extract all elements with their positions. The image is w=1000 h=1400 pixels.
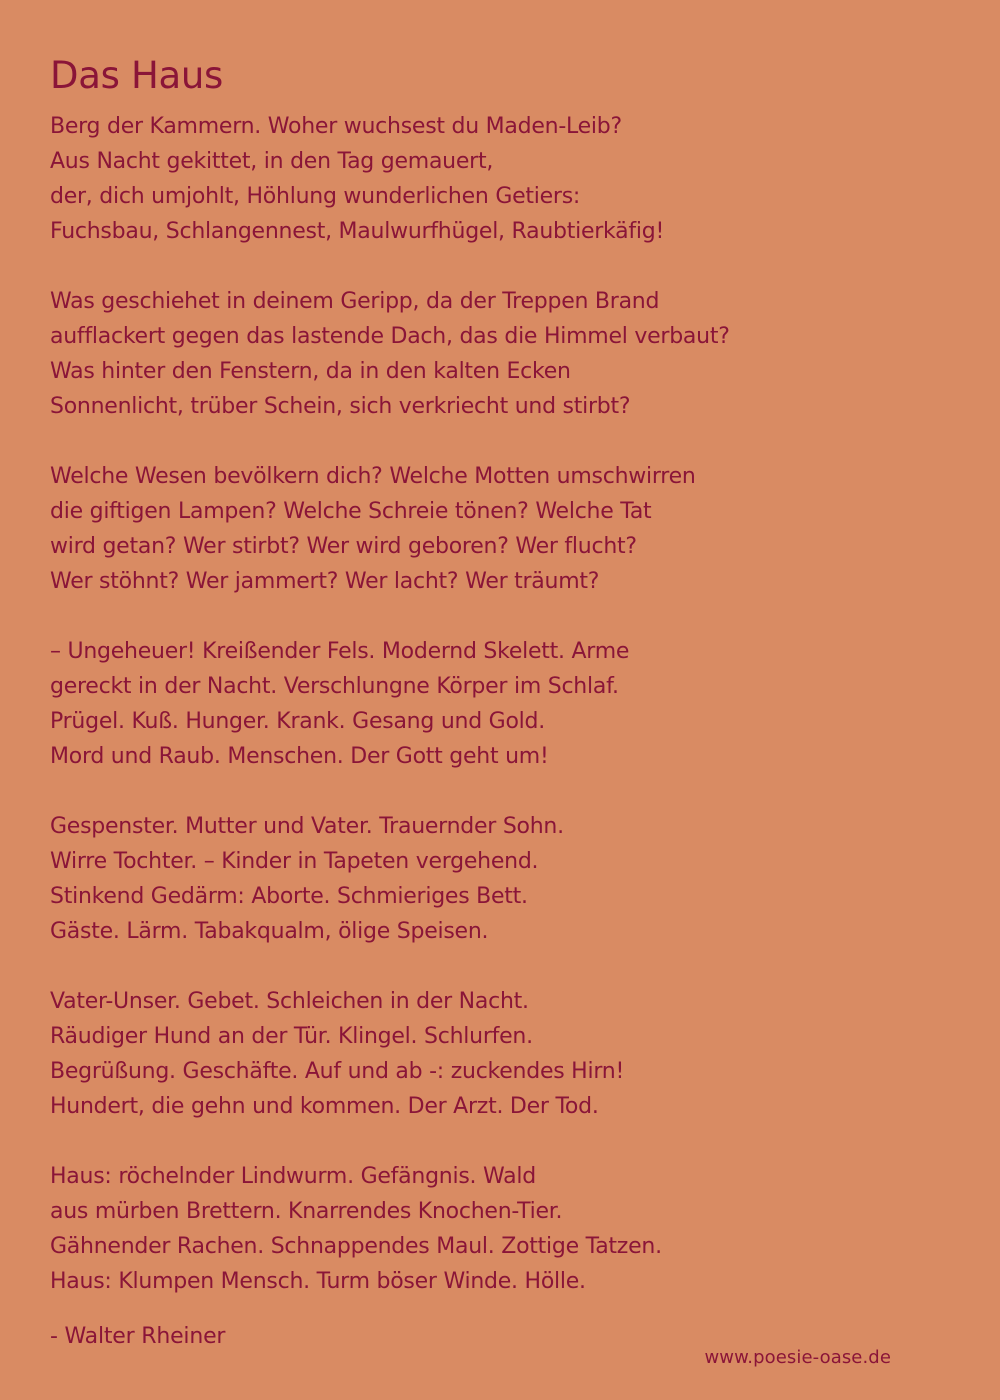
- poem-line: Gäste. Lärm. Tabakqualm, ölige Speisen.: [50, 919, 489, 944]
- poem-line: Welche Wesen bevölkern dich? Welche Motten umschwirren: [50, 464, 696, 489]
- stanza: [50, 459, 970, 599]
- stanza: [50, 984, 970, 1124]
- poem-line: die giftigen Lampen? Welche Schreie tönen? Welche Tat: [50, 499, 652, 524]
- poem-line: Stinkend Gedärm: Aborte. Schmieriges Bett.: [50, 884, 528, 909]
- poem-line: Fuchsbau, Schlangennest, Maulwurfhügel, Raubtierkäfig!: [50, 219, 665, 244]
- poem-title: Das Haus: [50, 54, 224, 97]
- poem-line: gereckt in der Nacht. Verschlungne Körper im Schlaf.: [50, 674, 619, 699]
- poem-body: [50, 109, 970, 1334]
- poem-line: Räudiger Hund an der Tür. Klingel. Schlurfen.: [50, 1024, 533, 1049]
- poem-line: Begrüßung. Geschäfte. Auf und ab -: zuckendes Hirn!: [50, 1059, 625, 1084]
- poem-line: Vater-Unser. Gebet. Schleichen in der Nacht.: [50, 989, 529, 1014]
- website-url: www.poesie-oase.de: [704, 1347, 891, 1368]
- stanza: [50, 109, 970, 249]
- poem-line: Was geschiehet in deinem Geripp, da der Treppen Brand: [50, 289, 660, 314]
- poem-line: Prügel. Kuß. Hunger. Krank. Gesang und Gold.: [50, 709, 545, 734]
- stanza: [50, 634, 970, 774]
- poem-line: aus mürben Brettern. Knarrendes Knochen-Tier.: [50, 1199, 563, 1224]
- poem-line: Aus Nacht gekittet, in den Tag gemauert,: [50, 149, 494, 174]
- poem-line: Haus: Klumpen Mensch. Turm böser Winde. Hölle.: [50, 1269, 586, 1294]
- poem-line: aufflackert gegen das lastende Dach, das die Himmel verbaut?: [50, 324, 730, 349]
- stanza: [50, 284, 970, 424]
- poem-line: wird getan? Wer stirbt? Wer wird geboren? Wer flucht?: [50, 534, 637, 559]
- poem-line: Haus: röchelnder Lindwurm. Gefängnis. Wald: [50, 1164, 536, 1189]
- poem-line: Gähnender Rachen. Schnappendes Maul. Zottige Tatzen.: [50, 1234, 662, 1259]
- poem-line: Sonnenlicht, trüber Schein, sich verkriecht und stirbt?: [50, 394, 631, 419]
- poem-line: Wer stöhnt? Wer jammert? Wer lacht? Wer träumt?: [50, 569, 600, 594]
- poem-line: der, dich umjohlt, Höhlung wunderlichen Getiers:: [50, 184, 581, 209]
- poem-line: Gespenster. Mutter und Vater. Trauernder Sohn.: [50, 814, 564, 839]
- poem-author: - Walter Rheiner: [50, 1324, 226, 1349]
- poem-line: Berg der Kammern. Woher wuchsest du Maden-Leib?: [50, 114, 622, 139]
- stanza: [50, 809, 970, 949]
- poem-line: Hundert, die gehn und kommen. Der Arzt. Der Tod.: [50, 1094, 599, 1119]
- poem-line: Mord und Raub. Menschen. Der Gott geht um!: [50, 744, 549, 769]
- poem-line: Was hinter den Fenstern, da in den kalten Ecken: [50, 359, 571, 384]
- stanza: [50, 1159, 970, 1299]
- poem-line: – Ungeheuer! Kreißender Fels. Modernd Skelett. Arme: [50, 639, 630, 664]
- poem-line: Wirre Tochter. – Kinder in Tapeten vergehend.: [50, 849, 539, 874]
